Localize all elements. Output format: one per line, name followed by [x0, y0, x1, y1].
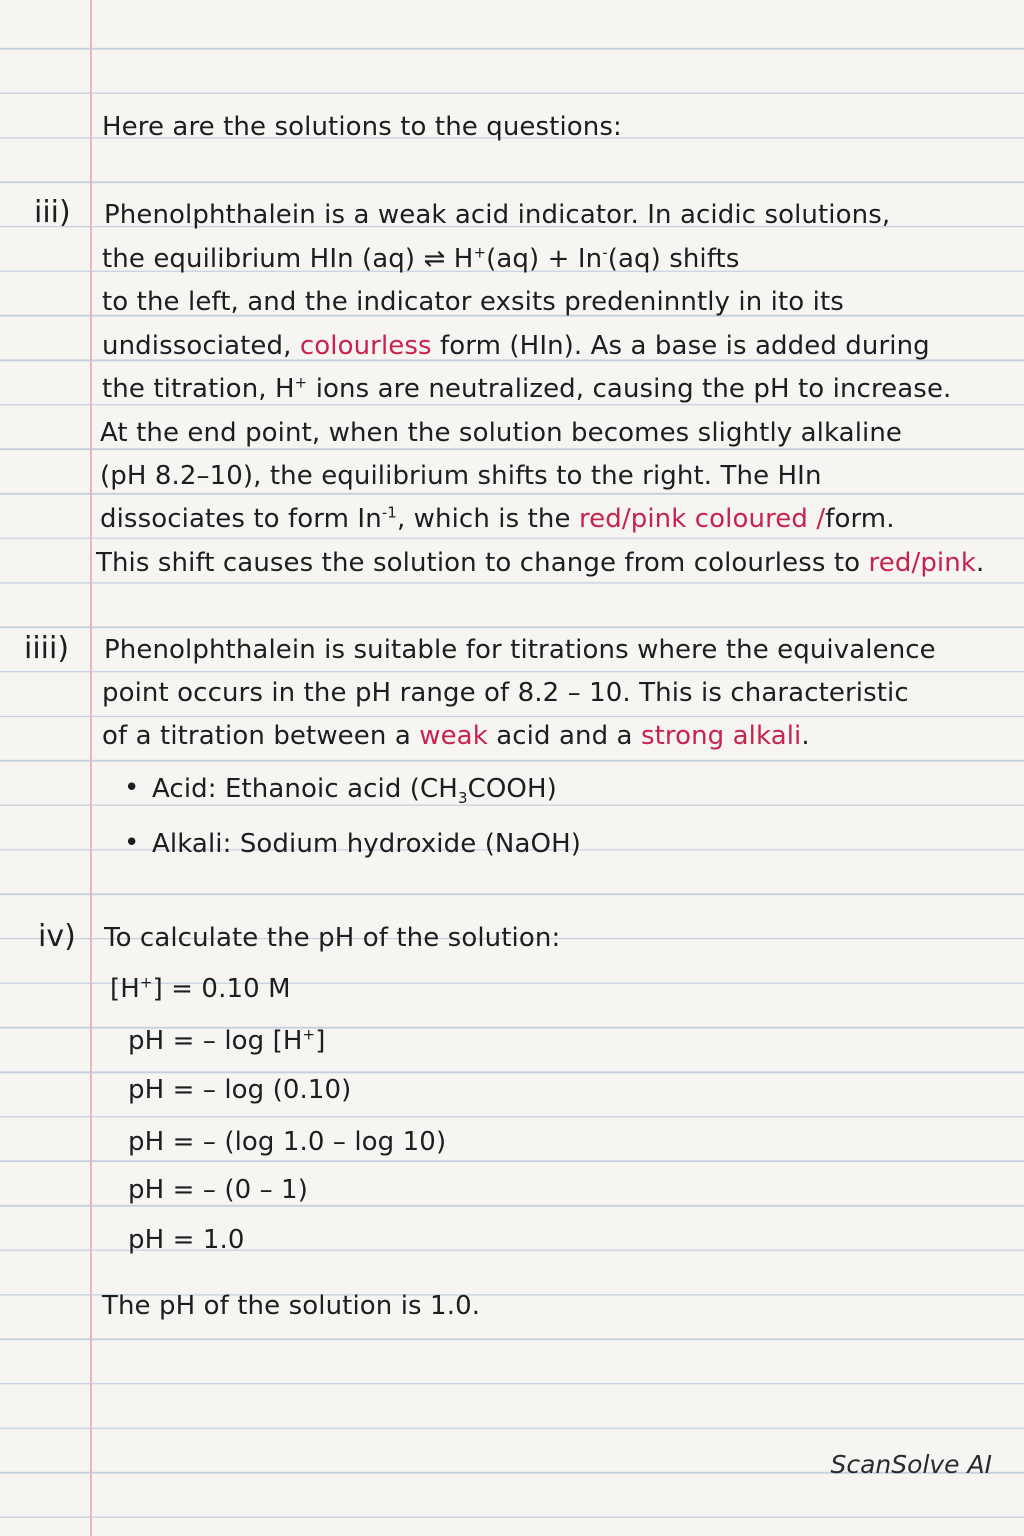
equation-3: pH = – log (0.10) — [128, 1075, 352, 1105]
bullet-icon: • — [124, 773, 140, 803]
q-iii-line-3: to the left, and the indicator exsits predeninntly in ito its — [102, 287, 844, 317]
equilibrium-arrow-icon: ⇌ — [423, 244, 446, 274]
q-iii-line-2: the equilibrium HIn (aq) ⇌ H+(aq) + In-(aq) shifts — [102, 243, 740, 274]
equation-6: pH = 1.0 — [128, 1225, 245, 1255]
bullet-acid: Acid: Ethanoic acid $(CH_3COOH)$ — [152, 774, 557, 808]
q-iiii-line-3: of a titration between a weak acid and a strong alkali. — [102, 721, 810, 751]
equation-4: pH = – (log 1.0 – log 10) — [128, 1127, 447, 1157]
intro-text: Here are the solutions to the questions: — [102, 112, 622, 142]
q-iiii-line-1: Phenolphthalein is suitable for titrations where the equivalence — [104, 635, 936, 665]
equation-1: [H+] = 0.10 M — [110, 973, 291, 1004]
q-iii-line-8: dissociates to form $In^{-1}$, which is the red/pink coloured /form. — [100, 503, 895, 534]
signature: ScanSolve AI — [830, 1450, 992, 1479]
q-iii-line-5: the titration, H+ ions are neutralized, causing the pH to increase. — [102, 373, 952, 404]
q-iii-line-4: undissociated, colourless form (HIn). As a base is added during — [102, 331, 930, 361]
equation-2: pH = – log [H+] — [128, 1025, 326, 1056]
q-iii-line-6: At the end point, when the solution becomes slightly alkaline — [100, 418, 903, 448]
q-iii-line-9: This shift causes the solution to change from colourless to red/pink. — [96, 548, 985, 578]
question-number-iiii: iiii) — [24, 631, 70, 666]
margin-line — [90, 0, 92, 1536]
equation-5: pH = – (0 – 1) — [128, 1175, 308, 1205]
q-iii-line-1: Phenolphthalein is a weak acid indicator. In acidic solutions, — [104, 200, 891, 230]
bullet-alkali: Alkali: Sodium hydroxide (NaOH) — [152, 829, 581, 859]
question-number-iii: iii) — [34, 195, 71, 230]
q-iii-line-7: (pH 8.2–10), the equilibrium shifts to the right. The HIn — [100, 461, 822, 491]
q-iiii-line-2: point occurs in the pH range of 8.2 – 10. This is characteristic — [102, 678, 909, 708]
conclusion: The pH of the solution is 1.0. — [102, 1291, 481, 1321]
bullet-icon: • — [124, 828, 140, 858]
question-number-iv: iv) — [38, 919, 76, 954]
q-iv-line-1: To calculate the pH of the solution: — [104, 923, 561, 953]
